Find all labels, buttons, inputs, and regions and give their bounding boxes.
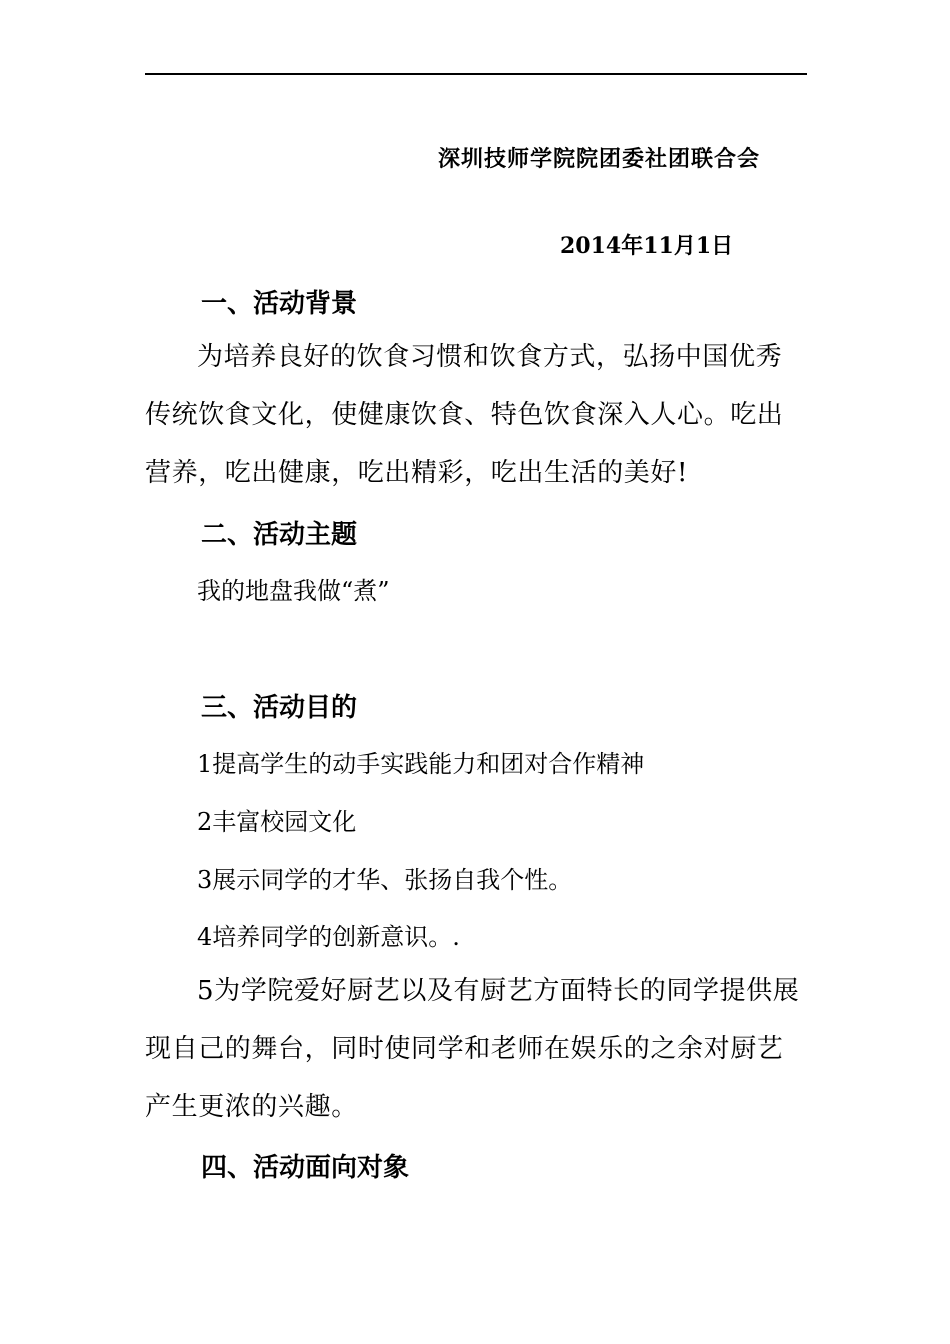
document-date: 2014年11月1日 xyxy=(560,233,734,259)
section-heading-audience: 四、活动面向对象 xyxy=(201,1153,410,1183)
section-heading-background: 一、活动背景 xyxy=(201,289,358,319)
goal-item: 3展示同学的才华、张扬自我个性。 xyxy=(197,866,573,894)
header-rule xyxy=(145,73,807,75)
section-heading-theme: 二、活动主题 xyxy=(201,520,358,550)
goal-item: 1提高学生的动手实践能力和团对合作精神 xyxy=(197,750,645,778)
goal-item: 2丰富校园文化 xyxy=(197,808,357,836)
goal-item: 5为学院爱好厨艺以及有厨艺方面特长的同学提供展现自己的舞台，同时使同学和老师在娱乐的之余对厨艺产生更浓的兴趣。 xyxy=(145,976,800,1122)
background-paragraph: 为培养良好的饮食习惯和饮食方式，弘扬中国优秀传统饮食文化，使健康饮食、特色饮食深入人心。吃出营养，吃出健康，吃出精彩，吃出生活的美好! xyxy=(145,342,784,488)
goal-item: 4培养同学的创新意识。. xyxy=(197,923,460,951)
section-heading-goals: 三、活动目的 xyxy=(201,693,358,723)
organization-name: 深圳技师学院院团委社团联合会 xyxy=(438,146,761,172)
activity-theme: 我的地盘我做“煮” xyxy=(197,577,390,605)
